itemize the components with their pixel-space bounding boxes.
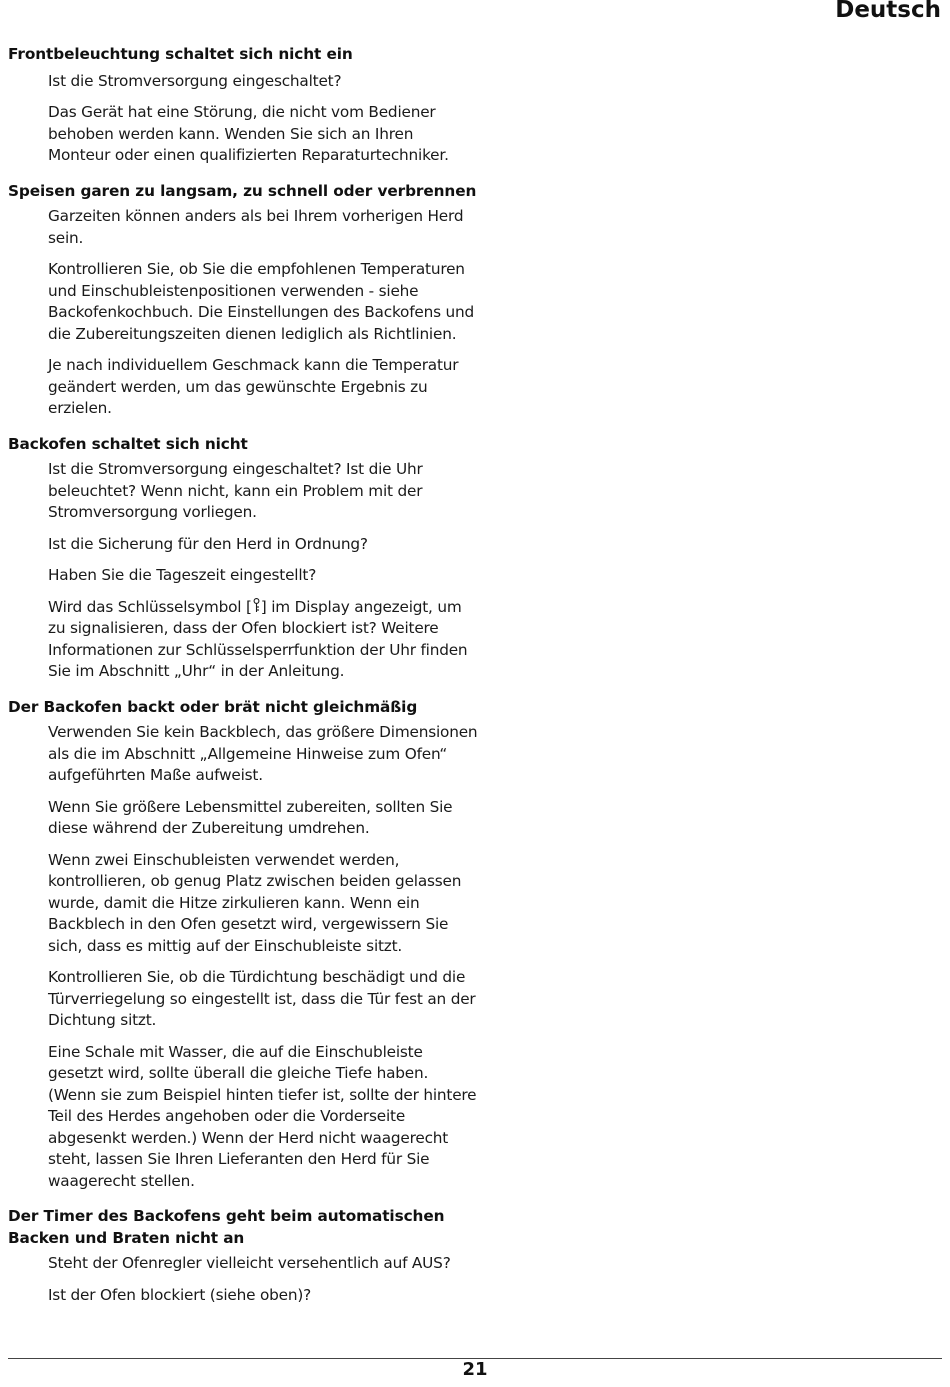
- paragraph: Das Gerät hat eine Störung, die nicht vom Bediener behoben werden kann. Wenden Sie sich an Ihren Monteur oder einen qualifizierten Reparaturtechniker.: [48, 103, 449, 164]
- paragraph: Ist die Stromversorgung eingeschaltet? Ist die Uhr beleuchtet? Wenn nicht, kann ein Problem mit der Stromversorgung vorliegen.: [48, 460, 423, 521]
- document-body: [8, 44, 478, 1306]
- paragraph: Haben Sie die Tageszeit eingestellt?: [48, 566, 317, 584]
- section-front-light: [8, 44, 478, 167]
- paragraph: Wenn Sie größere Lebensmittel zubereiten, sollten Sie diese während der Zubereitung umdrehen.: [48, 797, 453, 837]
- section-heading: Backofen schaltet sich nicht: [8, 434, 248, 453]
- paragraph: Garzeiten können anders als bei Ihrem vorherigen Herd sein.: [48, 207, 464, 247]
- section-oven-not-switching: [8, 434, 478, 683]
- section-heading: Speisen garen zu langsam, zu schnell oder verbrennen: [8, 181, 477, 200]
- section-timer: [8, 1206, 478, 1306]
- language-label: Deutsch: [835, 0, 941, 23]
- paragraph: Kontrollieren Sie, ob die Türdichtung beschädigt und die Türverriegelung so eingestellt ist, dass die Tür fest an der Dichtung sitzt.: [48, 968, 476, 1029]
- section-uneven-baking: [8, 697, 478, 1193]
- key-icon: [252, 598, 261, 613]
- paragraph: Ist der Ofen blockiert (siehe oben)?: [48, 1285, 312, 1304]
- paragraph: Ist die Sicherung für den Herd in Ordnung?: [48, 534, 368, 553]
- paragraph: Verwenden Sie kein Backblech, das größere Dimensionen als die im Abschnitt „Allgemeine Hinweise zum Ofen“ aufgeführten Maße aufweist.: [48, 723, 478, 784]
- section-heading: Der Backofen backt oder brät nicht gleichmäßig: [8, 697, 418, 716]
- paragraph: Steht der Ofenregler vielleicht versehentlich auf AUS?: [48, 1254, 451, 1272]
- paragraph: Wenn zwei Einschubleisten verwendet werden, kontrollieren, ob genug Platz zwischen beiden gelassen wurde, damit die Hitze zirkulieren kann. Wenn ein Backblech in den Ofen gesetzt wird, vergewissern Sie sich, dass es mittig auf der Einschubleiste sitzt.: [48, 850, 462, 955]
- section-heading: Der Timer des Backofens geht beim automatischen Backen und Braten nicht an: [8, 1207, 445, 1247]
- key-paragraph-after: ] im Display angezeigt, um zu signalisieren, dass der Ofen blockiert ist? Weitere Informationen zur Schlüsselsperrfunktion der Uhr finden Sie im Abschnitt „Uhr“ in der Anleitung.: [48, 597, 468, 680]
- paragraph-key-symbol: [8, 597, 478, 683]
- paragraph: Eine Schale mit Wasser, die auf die Einschubleiste gesetzt wird, sollte überall die gleiche Tiefe haben. (Wenn sie zum Beispiel hinten tiefer ist, sollte der hintere Teil des Herdes angehoben oder die Vorderseite abgesenkt werden.) Wenn der Herd nicht waagerecht steht, lassen Sie Ihren Lieferanten den Herd für Sie waagerecht stellen.: [48, 1042, 477, 1190]
- paragraph: Je nach individuellem Geschmack kann die Temperatur geändert werden, um das gewünschte Ergebnis zu erzielen.: [48, 356, 459, 417]
- key-paragraph-before: Wird das Schlüsselsymbol [: [48, 597, 252, 616]
- section-heading: Frontbeleuchtung schaltet sich nicht ein: [8, 45, 353, 63]
- page-number: 21: [462, 1359, 488, 1380]
- section-cooking-speed: [8, 181, 478, 420]
- paragraph: Ist die Stromversorgung eingeschaltet?: [48, 71, 342, 90]
- paragraph: Kontrollieren Sie, ob Sie die empfohlenen Temperaturen und Einschubleistenpositionen verwenden - siehe Backofenkochbuch. Die Einstellungen des Backofens und die Zubereitungszeiten dienen lediglich als Richtlinien.: [48, 260, 475, 343]
